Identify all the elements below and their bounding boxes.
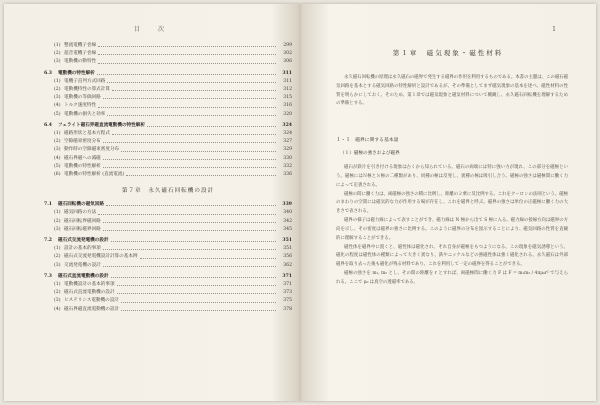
toc-entry-number: (2) [54,218,61,224]
toc-entry-number: (2) [54,51,61,57]
toc-subsection-entry [44,297,292,305]
toc-entry-number: 7.1 [44,202,52,208]
toc-entry-title: 磁石式交流発電機の設計 [58,238,109,244]
toc-entry-title: 電動機の等価回路 [64,95,101,101]
toc-leader-dots [112,89,276,91]
chapter-title: 第１章 磁気現象・磁性材料 [392,49,504,57]
toc-leader-dots [103,265,276,267]
toc-entry-number: (4) [54,103,61,109]
toc-leader-dots [107,114,276,116]
toc-entry-title: 電動機の損失と効率 [64,111,106,117]
toc-entry-page: 332 [283,163,292,169]
toc-entry-page: 378 [283,306,292,312]
toc-leader-dots [117,284,276,286]
toc-entry-number: 7.3 [44,273,52,279]
toc-entry-number: (6) [54,172,61,178]
toc-page [4,4,300,401]
toc-entry-number: (1) [54,78,61,84]
toc-entry-number: (5) [54,111,61,117]
toc-leader-dots [98,213,276,215]
toc-entry-number: (3) [54,226,61,232]
toc-entry-title: 電動機の特性解析 [58,70,95,76]
toc-entry-title: 磁石式交流発電機設計計算の基本例 [64,254,138,260]
toc-entry-number: (1) [54,43,61,48]
toc-leader-dots [106,204,276,206]
toc-subsection-entry [44,226,292,234]
toc-entry-number: 6.3 [44,70,52,76]
toc-entry-page: 311 [282,70,292,76]
toc-entry-page: 342 [283,218,292,224]
toc-subsection-entry [44,138,292,146]
toc-entry-number: (4) [54,155,61,161]
intro-paragraph: 永久磁石回転機の原理は永久磁石の磁界で発生する磁界の作用を利用するものである。本書の主題は、この磁石磁気回路を基本とする磁気回路の特性解析と設計であるが、その準備としてまず磁気現象の基本を述べ、磁性材料の性質を明らかにしておく。そのため、第１章では磁気現象と磁気材料について概観し、永久磁石回転機を理解するための準備とする。 [336,75,568,107]
subsection-heading: （１）磁極の強さおよび磁界 [340,151,400,156]
toc-subsection-entry [44,94,292,102]
toc-subsection-entry [44,281,292,289]
toc-subsection-entry [44,146,292,154]
toc-leader-dots [121,301,276,303]
body-paragraph: 磁性体を磁界中に置くと、磁性体は磁化され、それ自身が磁極をもつようになる。この現象を磁気誘導という。磁化の程度は磁性体の種類によって大きく異なり、鉄やニッケルなどの強磁性体は強く磁化される。永久磁石は外部磁界を取り去った後も磁化が残る材料であり、これを利用して一定の磁界を得ることができる。 [336,244,568,268]
toc-entry-title: 超音電機子巻線 [64,51,97,57]
toc-entry-page: 356 [283,254,292,260]
toc-entry-page: 315 [283,95,292,101]
toc-leader-dots [107,81,276,83]
toc-entry-page: 351 [282,238,292,244]
toc-entry-page: 373 [283,290,292,296]
toc-entry-title: 電機子直列方式回路 [64,78,106,84]
toc-entry-page: 327 [283,139,292,145]
toc-subsection-entry [44,78,292,86]
toc-entry-number: 7.2 [44,238,52,244]
toc-leader-dots [103,97,276,99]
toc-entry-page: 371 [282,273,292,279]
toc-entry-number: (1) [54,282,61,288]
toc-entry-page: 324 [283,131,292,137]
toc-entry-number: (2) [54,254,61,260]
toc-subsection-entry [44,111,292,119]
toc-leader-dots [111,276,276,278]
toc-entry-page: 362 [283,262,292,268]
toc-section-entry [44,122,292,130]
toc-entry-title: 交流発電機の設計 [64,262,101,268]
toc-entry-page: 329 [283,147,292,153]
toc-entry-number: (4) [54,306,61,312]
toc-subsection-entry [44,253,292,261]
toc-leader-dots [111,240,276,242]
toc-entry-number: (1) [54,246,61,252]
toc-entry-title: 空隙磁束密度分布 [64,139,101,145]
body-paragraph: 磁界の様子は磁力線によって表すことができ、磁力線は N 極から出て S 極に入る。磁力線の接線方向は磁界の方向を示し、その密度は磁界の強さに比例する。このように磁界の分布を図示することにより、磁気回路の性質を直観的に理解することができる。 [336,218,568,241]
toc-entry-number: (2) [54,139,61,145]
toc-leader-dots [103,229,276,231]
toc-entry-number: (3) [54,59,61,65]
toc-entry-number: (1) [54,210,61,216]
toc-entry-title: 電動機の特性解析 (直流電流) [64,172,125,178]
toc-subsection-entry [44,86,292,94]
toc-leader-dots [98,53,276,55]
toc-subsection-entry [44,42,292,50]
toc-entry-title: 磁石回転機の磁気回路 [58,202,104,208]
toc-entry-page: 330 [283,155,292,161]
toc-leader-dots [121,309,276,311]
toc-section-entry [44,273,292,281]
body-text [336,164,568,288]
toc-leader-dots [97,73,276,75]
toc-entry-title: 磁石界磁直流電動機の設計 [64,306,120,312]
toc-subsection-entry [44,130,292,138]
toc-entry-number: (2) [54,87,61,93]
toc-leader-dots [103,221,276,223]
section-heading: １・１ 磁界に関する基本量 [336,138,399,143]
toc-entry-title: 設計の基本的事項 [64,246,101,252]
toc-leader-dots [112,133,276,135]
toc-entry-page: 302 [283,51,292,57]
toc-entry-title: 磁石式直流電動機の設計 [64,290,115,296]
toc-subsection-entry [44,306,292,314]
chapter-intro [336,74,568,109]
toc-leader-dots [140,257,276,259]
toc-entry-title: 磁気回路の方法 [64,210,97,216]
toc-section-entry [44,201,292,209]
toc-heading: 目 次 [133,26,170,33]
toc-entry-number: (3) [54,95,61,101]
toc-entry-title: 電動機の特性解析 [64,163,101,169]
toc-entry-title: 整流電機子巻線 [64,43,97,48]
toc-entry-number: (3) [54,298,61,304]
toc-entry-page: 320 [283,111,292,117]
toc-entry-title: 電動機設計の基本的事項 [64,282,115,288]
toc-section-entry [44,237,292,245]
toc-entry-page: 311 [283,78,292,84]
page-number: 1 [552,26,556,33]
toc-entry-title: ヒステリシス電動機の設計 [64,298,119,304]
toc-subsection-entry [44,102,292,110]
toc-entry-page: 306 [283,59,292,65]
toc-subsection-entry [44,289,292,297]
toc-entry-number: (3) [54,147,61,153]
toc-entry-title: 磁路形状と基本方程式 [64,131,110,137]
toc-leader-dots [103,248,276,250]
toc-subsection-entry [44,50,292,58]
toc-subsection-entry [44,155,292,163]
toc-entry-page: 351 [283,246,292,252]
toc-subsection-entry [44,58,292,66]
toc-subsection-entry [44,218,292,226]
toc-leader-dots [126,174,276,176]
toc-subsection-entry [44,262,292,270]
toc-section-entry [44,70,292,78]
toc-entry-page: 324 [282,122,292,128]
toc-entry-title: 磁石回転界磁回路 [64,218,101,224]
toc-entry-title: フェライト磁石界磁直流電動機の特性解析 [58,122,145,128]
toc-leader-dots [147,125,276,127]
toc-entry-title: 磁石回転磁界回路 [64,226,101,232]
toc-entry-title: 動作時の空隙磁束密度分布 [64,147,120,153]
toc-entry-page: 339 [282,202,292,208]
toc-leader-dots [103,141,276,143]
toc-leader-dots [121,150,276,152]
toc-entry-page: 316 [283,103,292,109]
chapter-page [300,4,596,401]
toc-leader-dots [117,292,276,294]
book-spread [4,4,596,401]
toc-entry-number: (3) [54,262,61,268]
toc-entry-page: 299 [283,43,292,48]
body-paragraph: 磁極の強さを m₁, m₂ とし、その間の距離を r とすれば、両磁極間に働く力 F は F = m₁m₂ / 4πμ₀r² で与えられる。ここで μ₀ は真空の透磁率である。 [336,271,568,285]
toc-subsection-entry [44,163,292,171]
toc-entry-page: 340 [283,210,292,216]
toc-leader-dots [103,166,276,168]
toc-subsection-entry [44,245,292,253]
toc-entry-page: 345 [283,226,292,232]
toc-leader-dots [98,62,276,64]
toc-entry-number: (5) [54,163,61,169]
toc-entry-number: 6.4 [44,122,52,128]
toc-entry-page: 375 [283,298,292,304]
toc-entry-page: 312 [283,87,292,93]
body-paragraph: 磁石が鉄片を引き付ける現象は古くから知られている。磁石の両端には特に強い力が現れ、この部分を磁極という。磁極にはＮ極とＳ極の二種類があり、同種の極は反発し、異種の極は吸引し合う。磁極の強さは磁極間に働く力によって定義される。 [336,165,568,188]
toc-leader-dots [103,158,276,160]
toc-leader-dots [98,106,276,108]
toc-entry-title: 磁石界磁への減磁 [64,155,101,161]
toc-leader-dots [98,45,276,47]
toc-list [44,42,292,314]
toc-subsection-entry [44,171,292,179]
toc-subsection-entry [44,209,292,217]
toc-entry-title: 磁石式直流電動機の設計 [58,273,109,279]
toc-entry-title: 電動機の動特性 [64,59,97,65]
toc-entry-number: (2) [54,290,61,296]
toc-chapter-heading: 第７章 永久磁石回転機の設計 [121,188,215,195]
body-paragraph: 磁極の間に働く力は、両磁極の強さの積に比例し、距離の２乗に反比例する。これをクーロンの法則という。磁極のまわりの空間には磁気的な力が作用する場が存在し、これを磁界と呼ぶ。磁界の強さは単位の正磁極に働く力の大きさで表される。 [336,191,568,215]
toc-entry-page: 336 [283,172,292,178]
toc-entry-number: (1) [54,131,61,137]
toc-entry-page: 371 [283,282,292,288]
toc-entry-title: 電動機特性の算式計算 [64,87,110,93]
toc-entry-title: トルク速度特性 [64,103,97,109]
